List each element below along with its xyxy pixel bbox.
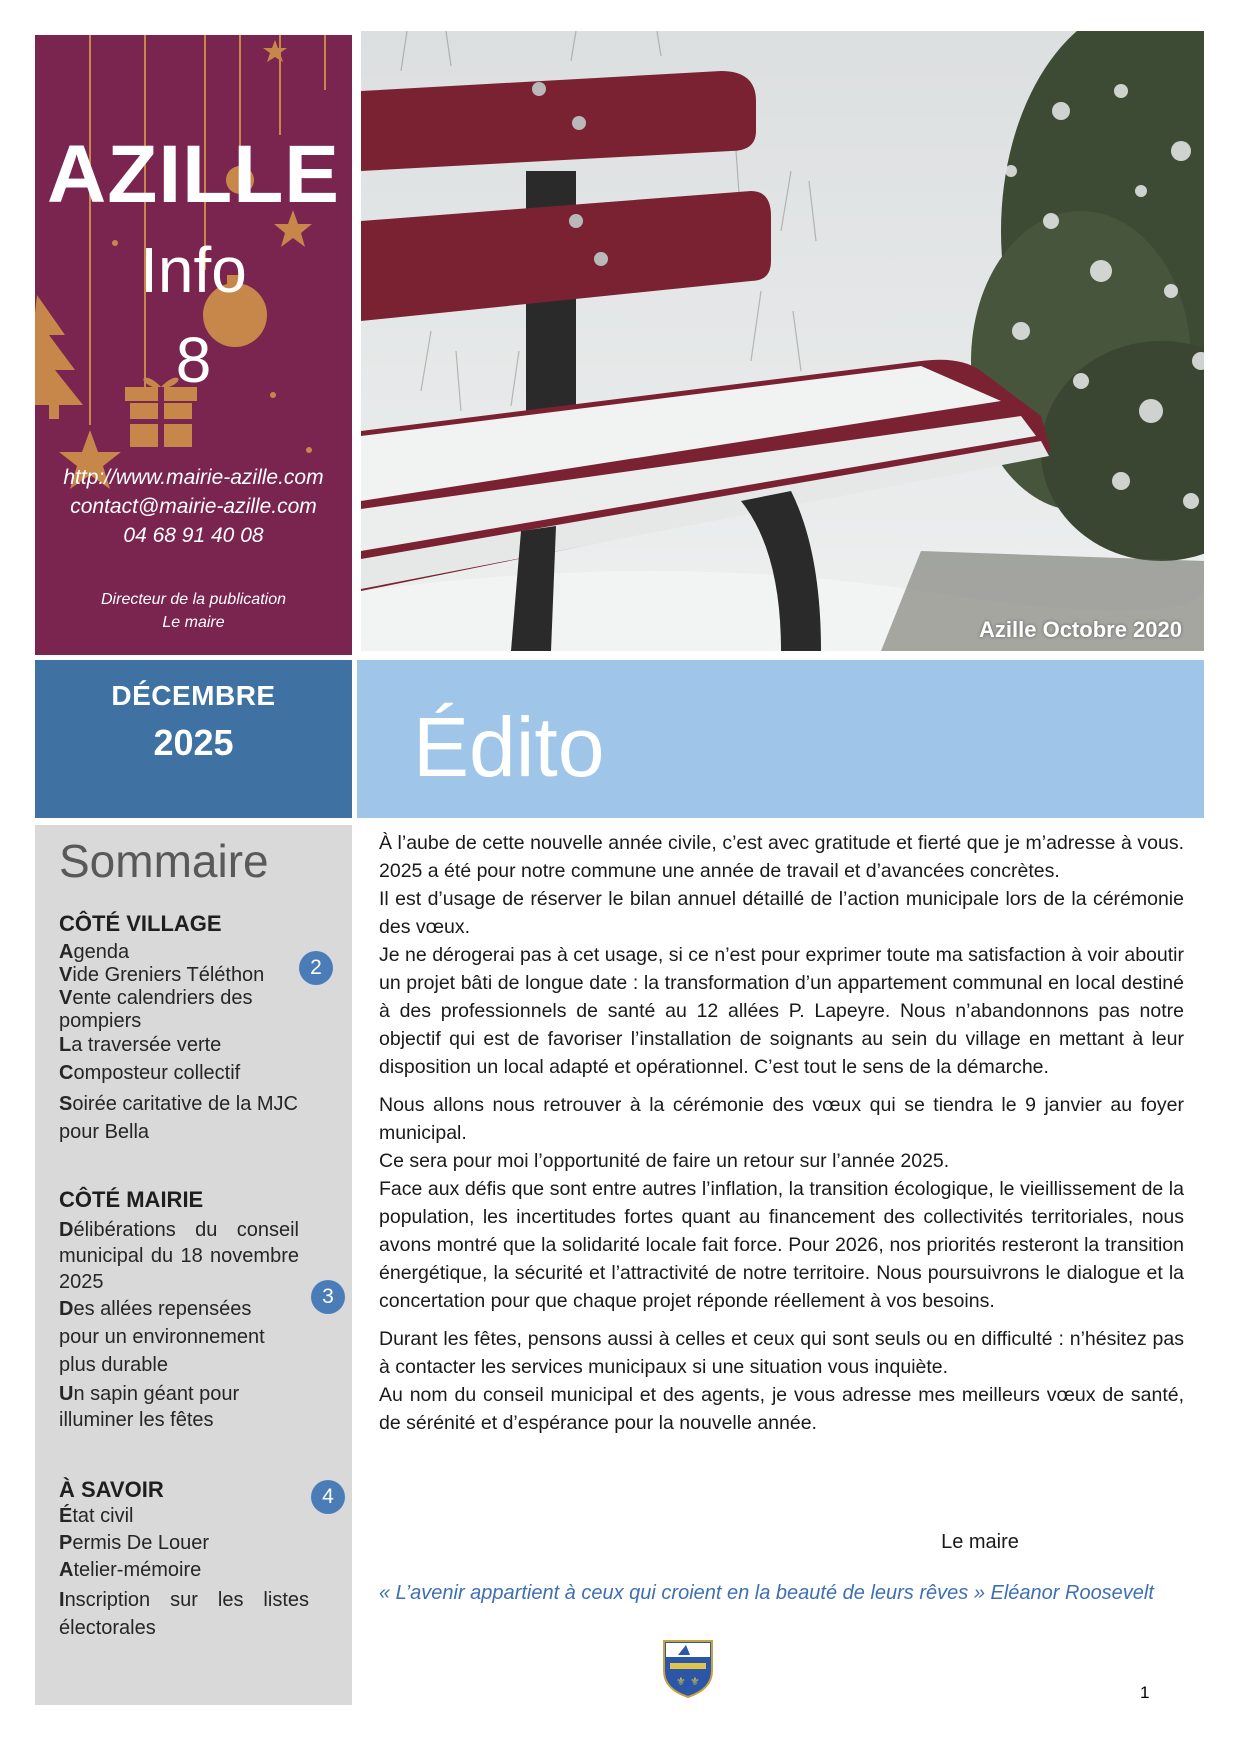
sommaire-item[interactable]: Agenda: [59, 941, 130, 963]
page-badge-2[interactable]: 2: [299, 951, 333, 985]
edito-signature: Le maire: [941, 1531, 1019, 1553]
edito-title: Édito: [413, 700, 605, 794]
issue-month: DÉCEMBRE: [111, 680, 276, 711]
newsletter-title: AZILLE: [47, 129, 340, 220]
section-heading-mairie: CÔTÉ MAIRIE: [59, 1187, 204, 1212]
edito-paragraph: Au nom du conseil municipal et des agents, je vous adresse mes meilleurs vœux de santé, de sérénité et d’espérance pour la nouvelle année.: [379, 1384, 1184, 1434]
page-number: 1: [1140, 1683, 1150, 1702]
sommaire-item[interactable]: Vente calendriers des pompiers: [59, 987, 253, 1032]
email-link[interactable]: contact@mairie-azille.com: [70, 495, 317, 518]
edito-paragraph: Durant les fêtes, pensons aussi à celles et ceux qui sont seuls ou en difficulté : n’hésitez pas à contacter les services municipaux si une situation vous inquiète.: [379, 1328, 1184, 1378]
sommaire-title: Sommaire: [59, 835, 269, 887]
snowy-bench-illustration: [361, 31, 1204, 651]
sommaire-item[interactable]: Atelier-mémoire: [59, 1559, 202, 1581]
issue-number: 8: [175, 324, 212, 396]
publication-credit: [35, 588, 352, 634]
edito-paragraph: Nous allons nous retrouver à la cérémonie des vœux qui se tiendra le 9 janvier au foyer municipal.: [379, 1094, 1184, 1144]
newsletter-subtitle: Info: [140, 234, 247, 306]
photo-caption: Azille Octobre 2020: [979, 617, 1182, 642]
issue-year: 2025: [153, 722, 234, 763]
publisher-label: Directeur de la publication: [101, 591, 286, 608]
sommaire-item[interactable]: Permis De Louer: [59, 1532, 210, 1554]
sommaire-item[interactable]: Vide Greniers Téléthon: [59, 964, 265, 986]
edito-header: [357, 660, 1204, 818]
publisher-name: Le maire: [162, 614, 225, 631]
section-heading-village: CÔTÉ VILLAGE: [59, 911, 222, 936]
star-icon: [263, 40, 287, 62]
sommaire-item[interactable]: Soirée caritative de la MJC pour Bella: [59, 1093, 298, 1143]
svg-text:⚜: ⚜: [676, 1675, 686, 1688]
page-badge-3[interactable]: 3: [311, 1280, 345, 1314]
sommaire-item[interactable]: État civil: [59, 1505, 134, 1527]
sommaire-item[interactable]: Un sapin géant pour illuminer les fêtes: [59, 1383, 240, 1431]
edito-quote: « L’avenir appartient à ceux qui croient en la beauté de leurs rêves » Eléanor Roosevelt: [379, 1582, 1154, 1604]
website-link[interactable]: http://www.mairie-azille.com: [63, 466, 324, 489]
sommaire-item[interactable]: Des allées repensées pour un environnement plus durable: [59, 1298, 265, 1376]
sommaire-item[interactable]: Composteur collectif: [59, 1062, 241, 1084]
edito-paragraph: Il est d’usage de réserver le bilan annuel détaillé de l’action municipale lors de la cérémonie des vœux.: [379, 888, 1184, 938]
sommaire-item[interactable]: La traversée verte: [59, 1034, 222, 1056]
edito-paragraph: À l’aube de cette nouvelle année civile, c’est avec gratitude et fierté que je m’adresse à vous. 2025 a été pour notre commune une année de travail et d’avancées concrètes.: [379, 832, 1184, 882]
sommaire-sidebar: [35, 825, 352, 1705]
town-crest-icon: [660, 1637, 716, 1704]
contact-block: [35, 463, 352, 550]
masthead: [35, 35, 352, 655]
section-heading-savoir: À SAVOIR: [59, 1477, 164, 1502]
edito-paragraph: Face aux défis que sont entre autres l’inflation, la transition écologique, le vieillissement de la population, les incertitudes fortes quant au financement des collectivités territoriales, nous avons montré que la solidarité locale fait force. Pour 2026, nos priorités resteront la transition énergétique, la sécurité et l’attractivité de notre territoire. Nous poursuivrons le dialogue et la concertation pour que chaque projet réponde réellement à vos besoins.: [379, 1178, 1184, 1312]
sommaire-item[interactable]: Délibérations du conseil municipal du 18 novembre 2025: [59, 1219, 299, 1293]
cover-photo: [361, 31, 1204, 651]
sommaire-item[interactable]: Inscription sur les listes électorales: [59, 1589, 309, 1639]
edito-body: [379, 829, 1184, 1437]
phone-number: 04 68 91 40 08: [123, 524, 264, 547]
edito-paragraph: Je ne dérogerai pas à cet usage, si ce n’est pour exprimer toute ma satisfaction à voir aboutir un projet bâti de longue date : la transformation d’un appartement communal en local destiné à des professionnels de santé au 12 allées P. Lapeyre. Nous n’abandonnons pas notre objectif qui est de favoriser l’installation de soignants au sein du village en mettant à leur disposition un local adapté et opérationnel. C’est tout le sens de la démarche.: [379, 944, 1184, 1078]
svg-text:⚜: ⚜: [690, 1675, 700, 1688]
edito-paragraph: Ce sera pour moi l’opportunité de faire un retour sur l’année 2025.: [379, 1150, 950, 1172]
page-badge-4[interactable]: 4: [311, 1480, 345, 1514]
issue-date-box: [35, 660, 352, 818]
